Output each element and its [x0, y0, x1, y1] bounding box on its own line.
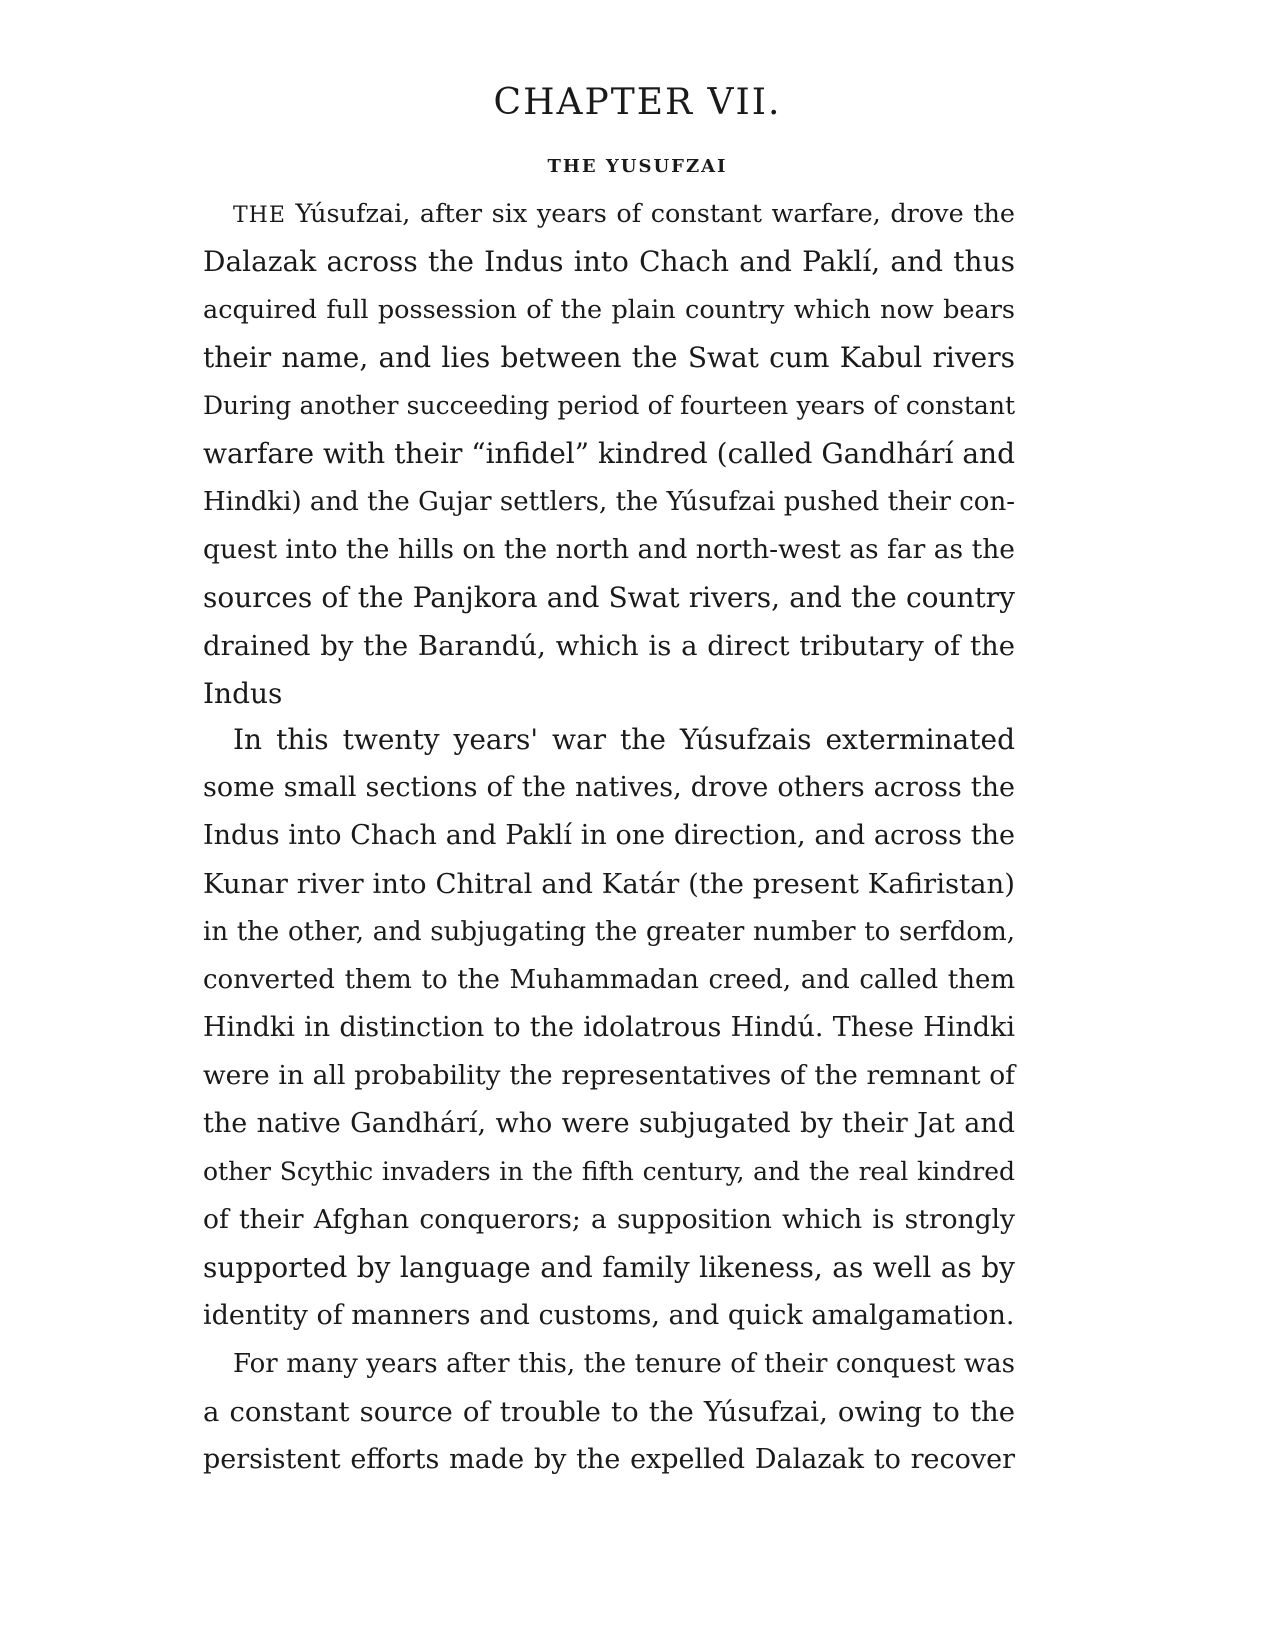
text-line: some small sections of the natives, drove others across the — [203, 772, 1015, 803]
text-line: persistent efforts made by the expelled Dalazak to recover — [203, 1444, 1015, 1475]
text-line: a constant source of trouble to the Yúsufzai, owing to the — [203, 1396, 1015, 1428]
text-line: drained by the Barandú, which is a direct tributary of the — [203, 630, 1015, 662]
text-line: Dalazak across the Indus into Chach and Paklí, and thus — [203, 245, 1015, 278]
text-line: supported by language and family likeness, as well as by — [203, 1251, 1015, 1284]
text-line: in the other, and subjugating the greater number to serfdom, — [203, 917, 1015, 947]
paragraph-2 — [203, 716, 1015, 1340]
text-line: In this twenty years' war the Yúsufzais exterminated — [233, 723, 1015, 756]
text-line: sources of the Panjkora and Swat rivers, and the country — [203, 581, 1015, 614]
text-line: Hindki in distinction to the idolatrous Hindú. These Hindki — [203, 1012, 1015, 1043]
paragraph-3 — [203, 1340, 1015, 1484]
text-line: Indus — [203, 677, 283, 710]
text-line: During another succeeding period of fourteen years of constant — [203, 391, 1015, 420]
text-line: converted them to the Muhammadan creed, and called them — [203, 965, 1015, 995]
text-line: Kunar river into Chitral and Katár (the present Kafiristan) — [203, 868, 1015, 900]
chapter-title: CHAPTER VII. — [493, 82, 782, 123]
text-line: quest into the hills on the north and north-west as far as the — [203, 534, 1015, 565]
lead-small-caps: THE — [233, 203, 286, 228]
paragraph-1 — [203, 190, 1015, 718]
text-line — [203, 190, 1015, 238]
chapter-subtitle: THE YUSUFZAI — [547, 156, 728, 177]
text-line: Hindki) and the Gujar settlers, the Yúsufzai pushed their con- — [203, 487, 1015, 517]
text-line: the native Gandhárí, who were subjugated by their Jat and — [203, 1108, 1015, 1139]
text-line-content: Yúsufzai, after six years of constant warfare, drove the — [285, 199, 1015, 229]
text-line: other Scythic invaders in the fifth century, and the real kindred — [203, 1157, 1015, 1186]
text-line: For many years after this, the tenure of their conquest was — [233, 1349, 1015, 1379]
text-line: identity of manners and customs, and quick amalgamation. — [203, 1300, 1015, 1331]
text-line: were in all probability the representatives of the remnant of — [203, 1060, 1015, 1091]
text-line: acquired full possession of the plain country which now bears — [203, 295, 1015, 325]
text-line: their name, and lies between the Swat cum Kabul rivers — [203, 341, 1015, 374]
text-line: of their Afghan conquerors; a supposition which is strongly — [203, 1204, 1015, 1235]
text-line: warfare with their “infidel” kindred (called Gandhárí and — [203, 437, 1015, 470]
text-line: Indus into Chach and Paklí in one direction, and across the — [203, 820, 1015, 851]
